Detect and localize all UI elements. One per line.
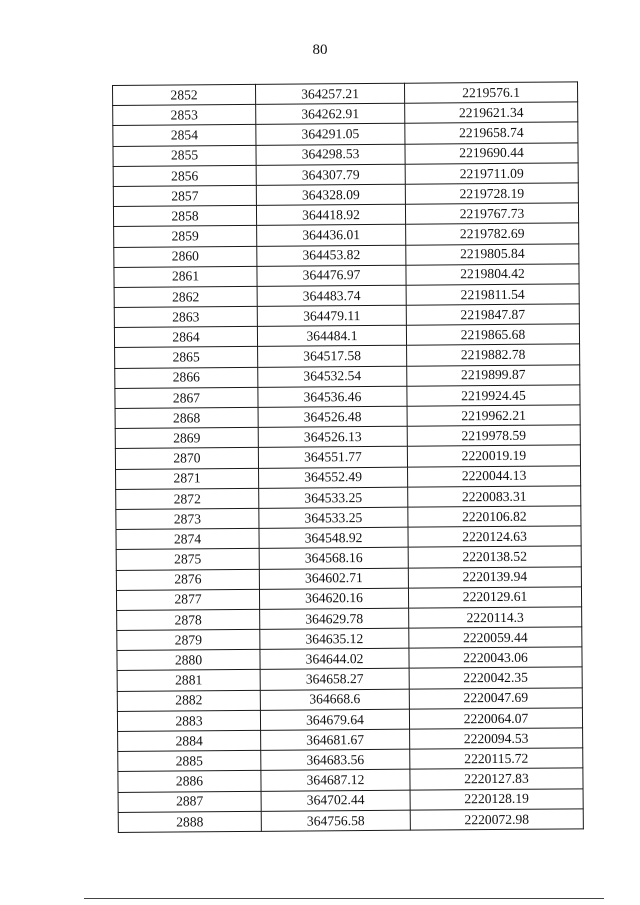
y-coordinate-cell: 2220114.3 xyxy=(409,607,582,629)
x-coordinate-cell: 364262.91 xyxy=(256,103,405,124)
y-coordinate-cell: 2219658.74 xyxy=(405,122,578,144)
x-coordinate-cell: 364436.01 xyxy=(257,225,406,246)
y-coordinate-cell: 2220115.72 xyxy=(410,748,583,770)
y-coordinate-cell: 2220072.98 xyxy=(410,809,583,831)
coordinates-table xyxy=(112,81,584,833)
x-coordinate-cell: 364484.1 xyxy=(257,325,406,346)
x-coordinate-cell: 364551.77 xyxy=(258,447,407,468)
x-coordinate-cell: 364568.16 xyxy=(259,548,408,569)
point-id-cell: 2860 xyxy=(114,246,257,267)
x-coordinate-cell: 364298.53 xyxy=(256,144,405,165)
point-id-cell: 2866 xyxy=(115,367,258,388)
page-number: 80 xyxy=(312,42,328,58)
x-coordinate-cell: 364526.48 xyxy=(258,406,407,427)
point-id-cell: 2863 xyxy=(114,306,257,327)
x-coordinate-cell: 364533.25 xyxy=(259,487,408,508)
x-coordinate-cell: 364658.27 xyxy=(260,669,409,690)
y-coordinate-cell: 2219621.34 xyxy=(405,102,578,124)
y-coordinate-cell: 2220094.53 xyxy=(410,728,583,750)
x-coordinate-cell: 364602.71 xyxy=(259,568,408,589)
y-coordinate-cell: 2220139.94 xyxy=(408,566,581,588)
x-coordinate-cell: 364517.58 xyxy=(258,346,407,367)
y-coordinate-cell: 2220127.83 xyxy=(410,768,583,790)
x-coordinate-cell: 364687.12 xyxy=(261,770,410,791)
x-coordinate-cell: 364307.79 xyxy=(256,164,405,185)
y-coordinate-cell: 2219690.44 xyxy=(405,142,578,164)
x-coordinate-cell: 364756.58 xyxy=(261,810,410,831)
point-id-cell: 2878 xyxy=(117,609,260,630)
point-id-cell: 2887 xyxy=(118,791,261,812)
y-coordinate-cell: 2219767.73 xyxy=(405,203,578,225)
x-coordinate-cell: 364532.54 xyxy=(258,366,407,387)
y-coordinate-cell: 2220124.63 xyxy=(408,526,581,548)
x-coordinate-cell: 364635.12 xyxy=(260,628,409,649)
y-coordinate-cell: 2219811.54 xyxy=(406,284,579,306)
y-coordinate-cell: 2220019.19 xyxy=(407,445,580,467)
y-coordinate-cell: 2219978.59 xyxy=(407,425,580,447)
x-coordinate-cell: 364679.64 xyxy=(260,709,409,730)
point-id-cell: 2857 xyxy=(113,185,256,206)
point-id-cell: 2852 xyxy=(113,84,256,105)
point-id-cell: 2856 xyxy=(113,165,256,186)
point-id-cell: 2877 xyxy=(116,589,259,610)
y-coordinate-cell: 2220043.06 xyxy=(409,647,582,669)
point-id-cell: 2858 xyxy=(113,205,256,226)
point-id-cell: 2876 xyxy=(116,569,259,590)
table-row xyxy=(118,809,583,833)
y-coordinate-cell: 2219865.68 xyxy=(406,324,579,346)
x-coordinate-cell: 364533.25 xyxy=(259,507,408,528)
x-coordinate-cell: 364644.02 xyxy=(260,648,409,669)
y-coordinate-cell: 2220044.13 xyxy=(408,465,581,487)
point-id-cell: 2886 xyxy=(118,771,261,792)
x-coordinate-cell: 364526.13 xyxy=(258,426,407,447)
x-coordinate-cell: 364548.92 xyxy=(259,527,408,548)
point-id-cell: 2868 xyxy=(115,407,258,428)
point-id-cell: 2854 xyxy=(113,125,256,146)
y-coordinate-cell: 2219728.19 xyxy=(405,183,578,205)
y-coordinate-cell: 2220047.69 xyxy=(409,687,582,709)
x-coordinate-cell: 364668.6 xyxy=(260,689,409,710)
y-coordinate-cell: 2219782.69 xyxy=(406,223,579,245)
point-id-cell: 2879 xyxy=(117,629,260,650)
y-coordinate-cell: 2220106.82 xyxy=(408,506,581,528)
x-coordinate-cell: 364257.21 xyxy=(255,83,404,104)
y-coordinate-cell: 2219847.87 xyxy=(406,304,579,326)
point-id-cell: 2885 xyxy=(118,751,261,772)
x-coordinate-cell: 364620.16 xyxy=(259,588,408,609)
x-coordinate-cell: 364681.67 xyxy=(261,729,410,750)
point-id-cell: 2875 xyxy=(116,549,259,570)
y-coordinate-cell: 2220059.44 xyxy=(409,627,582,649)
page-bottom-rule xyxy=(84,898,604,899)
y-coordinate-cell: 2219804.42 xyxy=(406,264,579,286)
y-coordinate-cell: 2219962.21 xyxy=(407,405,580,427)
table-body xyxy=(113,82,584,833)
y-coordinate-cell: 2220083.31 xyxy=(408,486,581,508)
x-coordinate-cell: 364328.09 xyxy=(256,184,405,205)
y-coordinate-cell: 2219576.1 xyxy=(404,82,577,104)
point-id-cell: 2873 xyxy=(116,508,259,529)
x-coordinate-cell: 364479.11 xyxy=(257,305,406,326)
y-coordinate-cell: 2219882.78 xyxy=(407,344,580,366)
y-coordinate-cell: 2219805.84 xyxy=(406,243,579,265)
x-coordinate-cell: 364536.46 xyxy=(258,386,407,407)
point-id-cell: 2865 xyxy=(115,347,258,368)
point-id-cell: 2869 xyxy=(115,428,258,449)
x-coordinate-cell: 364418.92 xyxy=(256,204,405,225)
y-coordinate-cell: 2219899.87 xyxy=(407,364,580,386)
point-id-cell: 2883 xyxy=(117,710,260,731)
x-coordinate-cell: 364483.74 xyxy=(257,285,406,306)
y-coordinate-cell: 2220128.19 xyxy=(410,788,583,810)
point-id-cell: 2864 xyxy=(114,327,257,348)
x-coordinate-cell: 364683.56 xyxy=(261,749,410,770)
point-id-cell: 2867 xyxy=(115,387,258,408)
point-id-cell: 2884 xyxy=(118,730,261,751)
point-id-cell: 2861 xyxy=(114,266,257,287)
point-id-cell: 2859 xyxy=(114,226,257,247)
x-coordinate-cell: 364291.05 xyxy=(256,124,405,145)
y-coordinate-cell: 2220042.35 xyxy=(409,667,582,689)
point-id-cell: 2862 xyxy=(114,286,257,307)
y-coordinate-cell: 2220064.07 xyxy=(409,708,582,730)
point-id-cell: 2881 xyxy=(117,670,260,691)
point-id-cell: 2855 xyxy=(113,145,256,166)
point-id-cell: 2882 xyxy=(117,690,260,711)
point-id-cell: 2853 xyxy=(113,105,256,126)
y-coordinate-cell: 2220129.61 xyxy=(408,587,581,609)
point-id-cell: 2888 xyxy=(118,811,261,832)
point-id-cell: 2870 xyxy=(115,448,258,469)
y-coordinate-cell: 2220138.52 xyxy=(408,546,581,568)
y-coordinate-cell: 2219924.45 xyxy=(407,385,580,407)
x-coordinate-cell: 364629.78 xyxy=(260,608,409,629)
x-coordinate-cell: 364702.44 xyxy=(261,790,410,811)
y-coordinate-cell: 2219711.09 xyxy=(405,163,578,185)
x-coordinate-cell: 364552.49 xyxy=(259,467,408,488)
point-id-cell: 2872 xyxy=(116,488,259,509)
point-id-cell: 2874 xyxy=(116,528,259,549)
point-id-cell: 2880 xyxy=(117,650,260,671)
x-coordinate-cell: 364453.82 xyxy=(257,245,406,266)
point-id-cell: 2871 xyxy=(116,468,259,489)
coordinates-table-wrapper xyxy=(112,81,584,833)
x-coordinate-cell: 364476.97 xyxy=(257,265,406,286)
